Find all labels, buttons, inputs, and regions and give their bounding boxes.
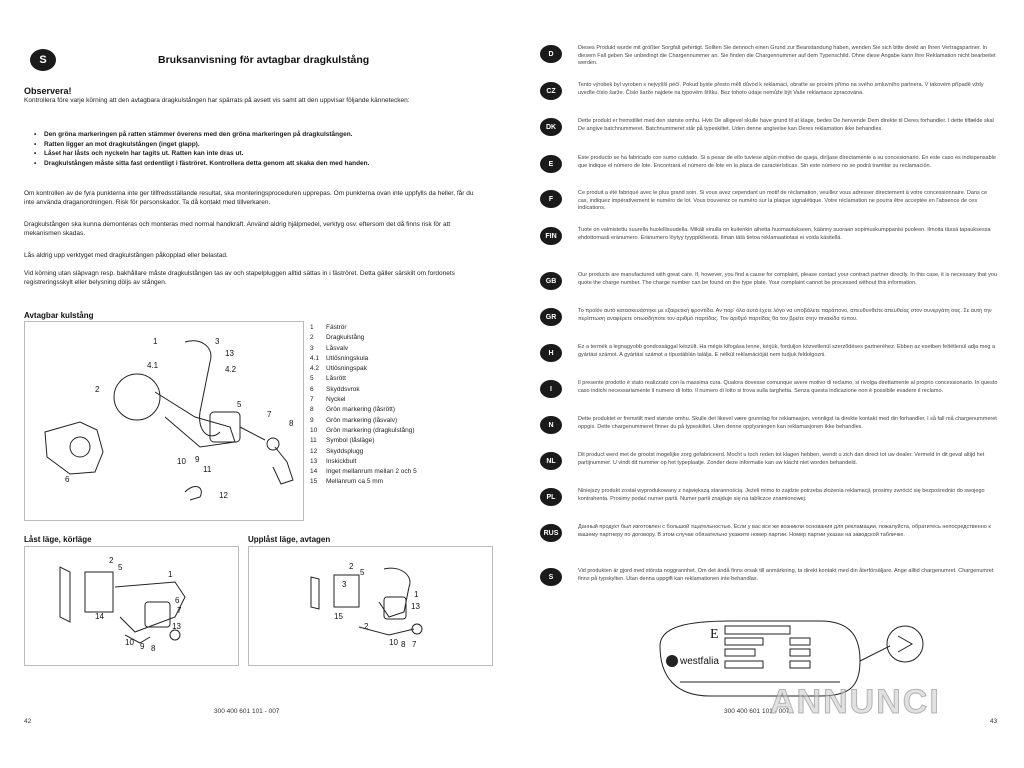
part-number: 2 [310,334,314,342]
part-number: 13 [310,457,318,465]
part-number: 3 [310,344,314,352]
parts-row [310,364,495,374]
language-block-d [540,45,1000,68]
locked-figure [24,546,239,666]
language-block-f [540,190,1000,213]
parts-row [310,344,495,354]
parts-list [310,323,495,488]
language-block-gb [540,272,1000,290]
language-badge: PL [540,488,562,506]
language-text: Dette produkt er fremstillet med den største omhu. Hvis De alligevel skulle have grund til at klage, bedes De henvende Dem direkte til Deres forhandler. I dette tilfælde skal De angive batchnummeret. Batchnummeret står på typeskiltet. Uden denne angivelse kan Deres reklamation ikke behandles. [578,118,994,132]
svg-text:1: 1 [153,337,158,346]
svg-text:5: 5 [118,563,123,572]
svg-text:8: 8 [289,419,294,428]
svg-text:8: 8 [151,644,156,653]
part-label: Utlösningspak [326,365,367,373]
language-badge: H [540,344,562,362]
language-text: Niniejszy produkt został wyprodukowany z największą starannością. Jeżeli mimo to zajdzie potrzeba złożenia reklamacji, prosimy zwrócić się bezpośrednio do swojego kontrahenta. Prosimy podać numer partii. Numer partii znajduje się na tabliczce znamionowej. [578,488,985,502]
parts-row [310,333,495,343]
part-label: Inget mellanrum mellan 2 och 5 [326,468,417,476]
language-text: Dit product werd met de grootst mogelijke zorg gefabriceerd. Mocht u toch reden tot klagen hebben, wendt u zich dan direct tot uw dealer. Vermeld in dit geval altijd het partijnummer. U vindt dit nummer op het typeplaatje. Zonder deze informatie kan uw klacht niet worden behandeld. [578,452,985,466]
language-badge-s: S [30,49,56,71]
parts-row [310,467,495,477]
language-text: Tento výrobek byl vyroben s nejvyšší péčí. Pokud byste přesto měli důvod k reklamaci, obraťte se prosím přímo na svého smluvního partnera. V takovém případě vždy uveďte číslo šarže. Číslo šarže najdete na typovém štítku. Bez tohoto údaje nemůže být Vaše reklamace zpracována. [578,82,984,96]
language-text: Vid produkten är gjord med största noggrannhet. Om det ändå finns orsak till anmärkning, ta direkt kontakt med din återförsäljare. Ange alltid chargenumret. Chargenumret finns på typskylten. Utan denna uppgift kan reklamationen inte behandlas. [578,568,994,582]
part-label: Utlösningskula [326,354,369,362]
document-number: 300 400 601 101 - 007 [214,708,280,715]
removal-paragraph: Vid körning utan släpvagn resp. bakhållare måste dragkulstången tas av och stapelpluggen alltid sättas in i fäströret. Detta gäller särskilt om fordonets registreringsskylt eller belysning döljs av stången. [24,270,455,286]
parts-row [310,457,495,467]
checklist-item: • Den gröna markeringen på ratten stämmer överens med den gröna markeringen på dragkulstången. [34,130,474,140]
svg-text:13: 13 [411,602,420,611]
part-number: 12 [310,447,318,455]
brand-logo: westfalia [680,656,719,667]
language-block-pl [540,488,1000,506]
part-number: 9 [310,416,314,424]
svg-text:5: 5 [360,568,365,577]
language-badge: N [540,416,562,434]
language-text: Tuote on valmistettu suurella huolellisuudella. Mikäli sinulla on kuitenkin aihetta huomautukseen, käänny suoraan sopimuskumppanisi puoleen. Ilmoita tässä tapauksessa ehdottomasti eränumero. Eränumero löytyy tyyppikilvestä. Ilman tätä tietoa reklamaatiotasi ei voida käsitellä. [578,227,991,241]
svg-text:8: 8 [401,640,406,649]
part-label: Grön markering (dragkulstång) [326,426,415,434]
svg-text:13: 13 [225,349,234,358]
parts-row [310,374,495,384]
language-text: Το προϊόν αυτό κατασκευάστηκε με εξαιρετική φροντίδα. Αν παρ' όλα αυτά έχετε λόγο να υποβάλετε παράπονο, απευθυνθείτε απευθείας στον συνεργάτη σας. Σε αυτή την περίπτωση αναφέρετε οπωσδήποτε τον αριθμό παρτίδας. Τον αριθμό παρτίδας θα τον βρείτε στην πινακίδα τύπου. [578,308,992,322]
svg-text:14: 14 [95,612,104,621]
document-number-right: 300 400 601 101 - 007 [724,708,790,715]
part-number: 7 [310,396,314,404]
part-label: Symbol (låsläge) [326,437,375,445]
language-badge: FIN [540,227,562,245]
part-label: Låsrött [326,375,346,383]
warning-paragraph: Om kontrollen av de fyra punkterna inte ger tillfredsställande resultat, ska monteringsproceduren upprepas. Om punkterna ovan inte uppfylls da heller, får du inte använda draganordningen. Risk för personskador. Ta då kontakt med tillverkaren. [24,190,474,206]
language-block-h [540,344,1000,362]
language-block-nl [540,452,1000,470]
figure-heading: Avtagbar kulstång [24,311,94,320]
language-text: Dieses Produkt wurde mit größter Sorgfalt gefertigt. Sollten Sie dennoch einen Grund zur Beanstandung haben, wenden Sie sich bitte direkt an Ihren Vertragspartner. In diesem Fall geben Sie unbedingt die Chargennummer an. Sie finden die Chargennummer auf dem Typenschild. Ohne diese Angabe kann Ihre Reklamation nicht bearbeitet werden. [578,45,996,67]
part-label: Låsvalv [326,344,349,352]
checklist-item: • Dragkulstången måste sitta fast ordentligt i fäströret. Kontrollera detta genom att skaka den med handen. [34,159,474,169]
part-label: Grön markering (låsrött) [326,406,395,414]
svg-text:1: 1 [168,570,173,579]
language-text: Ez a termék a legnagyobb gondossággal készült. Ha mégis kifogása lenne, kérjük, forduljon közvetlenül szerződéses partneréhez. Ebben az esetben feltétlenül adja meg a gyártási számot. A gyártási számot a típustáblán találja. E nélkül reklamációját nem tudjuk feldolgozni. [578,344,996,358]
language-block-fin [540,227,1000,245]
svg-text:9: 9 [140,642,145,651]
parts-row [310,477,495,487]
parts-row [310,447,495,457]
part-number: 1 [310,324,314,331]
observera-heading: Observera! [24,86,72,96]
part-label: Skyddsplugg [326,447,364,455]
unlocked-heading: Upplåst läge, avtagen [248,535,331,544]
lock-paragraph: Lås aldrig upp verktyget med dragkulstången påkopplad eller belastad. [24,252,228,259]
locked-heading: Låst läge, körläge [24,535,92,544]
page-number: 42 [24,718,32,725]
unlocked-diagram [249,547,492,665]
part-number: 8 [310,406,314,414]
part-label: Grön markering (låsvalv) [326,416,398,424]
svg-text:2: 2 [364,622,369,631]
svg-text:2: 2 [349,562,354,571]
parts-row [310,416,495,426]
parts-row [310,426,495,436]
svg-text:5: 5 [237,400,242,409]
svg-text:4.1: 4.1 [147,361,159,370]
language-text: Este producto se ha fabricado con sumo cuidado. Si a pesar de ello tuviese algún motivo de queja, diríjase directamente a su concesionario. En este caso es indispensable que indique el número de lote. Encontrará el número de lote en la placa de características. Sin este número no se podrá tramitar su reclamación. [578,155,996,169]
parts-row [310,395,495,405]
language-text: Dette produktet er fremstilt med største omhu. Skulle det likevel være grunnlag for reklamasjon, vennligst ta direkte kontakt med din forhandler. I så fall må chargenummeret oppgis. Dette chargenummeret finner du på typeskiltet. Uten denne opplysningen kan reklamasjonen ikke behandles. [578,416,997,430]
part-number: 10 [310,426,318,434]
language-block-gr [540,308,1000,326]
svg-text:2: 2 [109,556,114,565]
language-badge: F [540,190,562,208]
svg-text:3: 3 [342,580,347,589]
language-badge: E [540,155,562,173]
svg-text:9: 9 [195,455,200,464]
svg-text:13: 13 [172,622,181,631]
language-badge: DK [540,118,562,136]
parts-row [310,436,495,446]
svg-text:7: 7 [267,410,272,419]
language-text: Данный продукт был изготовлен с большой тщательностью. Если у вас все же возникли основания для рекламации, пожалуйста, обратитесь непосредственно к вашему партнеру по договору. В этом случае обязательно укажите номер партии. Номер партии указан на заводской табличке. [578,524,991,538]
svg-text:6: 6 [65,475,70,484]
language-block-i [540,380,1000,398]
parts-row [310,323,495,333]
language-block-e [540,155,1000,173]
part-label: Fäströr [326,324,347,331]
part-number: 4.1 [310,354,320,362]
language-block-s [540,568,1000,586]
part-number: 15 [310,478,318,486]
language-text: Ce produit a été fabriqué avec le plus grand soin. Si vous avez cependant un motif de réclamation, veuillez vous adresser directement à votre concessionnaire. Dans ce cas, indiquez impérativement le numéro de lot. Vous trouverez ce numéro sur la plaque signalétique. Votre réclamation ne pourra être acceptée en l'absence de ces indications. [578,190,988,212]
svg-text:3: 3 [215,337,220,346]
language-block-n [540,416,1000,434]
svg-text:10: 10 [389,638,398,647]
language-badge: GR [540,308,562,326]
svg-text:2: 2 [95,385,100,394]
language-badge: CZ [540,82,562,100]
language-block-cz [540,82,1000,100]
part-number: 5 [310,375,314,383]
part-number: 14 [310,468,318,476]
language-text: Our products are manufactured with great care. If, however, you find a cause for complaint, please contact your contract partner directly. In this case, it is necessary that you quote the charge number. The charge number can be found on the type plate. Your complaint cannot be processed without this information. [578,272,998,286]
page-number-right: 43 [990,718,998,725]
svg-text:7: 7 [177,606,182,615]
part-number: 11 [310,437,317,445]
parts-row [310,385,495,395]
parts-row [310,405,495,415]
svg-text:1: 1 [414,590,419,599]
svg-text:15: 15 [334,612,343,621]
svg-text:10: 10 [125,638,134,647]
tow-bar-diagram [25,322,303,520]
language-block-dk [540,118,1000,136]
svg-text:11: 11 [203,465,212,474]
main-figure [24,321,304,521]
unlocked-figure [248,546,493,666]
part-label: Dragkulstång [326,334,365,342]
language-text: Il presente prodotto è stato realizzato con la massima cura. Qualora dovesse comunque avere motivo di reclamo, si rivolga direttamente al proprio concessionario. In questo caso indichi necessariamente il numero di lotto. Il numero di lotto si trova sulla targhetta. Senza questa indicazione non è possibile evadere il reclamo. [578,380,998,394]
language-badge: NL [540,452,562,470]
part-label: Nyckel [326,396,346,404]
checklist-item: • Ratten ligger an mot dragkulstången (inget glapp). [34,140,474,150]
svg-text:6: 6 [175,596,180,605]
part-label: Mellanrum ca 5 mm [326,478,384,486]
e-mark: E [710,627,719,642]
language-badge: I [540,380,562,398]
parts-row [310,354,495,364]
checklist [34,130,474,168]
part-label: Skyddsvrok [326,385,360,393]
language-badge: RUS [540,524,562,542]
intro-paragraph: Kontrollera före varje körning att den avtagbara dragkulstången har spärrats på avsett vis samt att den uppvisar följande kännetecken: [24,97,410,104]
language-badge: D [540,45,562,63]
svg-text:12: 12 [219,491,228,500]
watermark: ANNUNCI [770,683,941,721]
part-label: Inskickbult [326,457,357,465]
language-badge: GB [540,272,562,290]
svg-text:10: 10 [177,457,186,466]
handling-paragraph: Dragkulstången ska kunna demonteras och monteras med normal handkraft. Använd aldrig hjälpmedel, verktyg osv. eftersom det då finns risk för att mekanismen skadas. [24,221,451,237]
part-number: 6 [310,385,314,393]
checklist-item: • Låset har låsts och nyckeln har tagits ut. Ratten kan inte dras ut. [34,149,474,159]
svg-text:4.2: 4.2 [225,365,237,374]
locked-diagram [25,547,238,665]
language-badge: S [540,568,562,586]
language-block-rus [540,524,1000,542]
svg-text:7: 7 [412,640,417,649]
page-title: Bruksanvisning för avtagbar dragkulstång [158,54,370,66]
part-number: 4.2 [310,365,320,373]
